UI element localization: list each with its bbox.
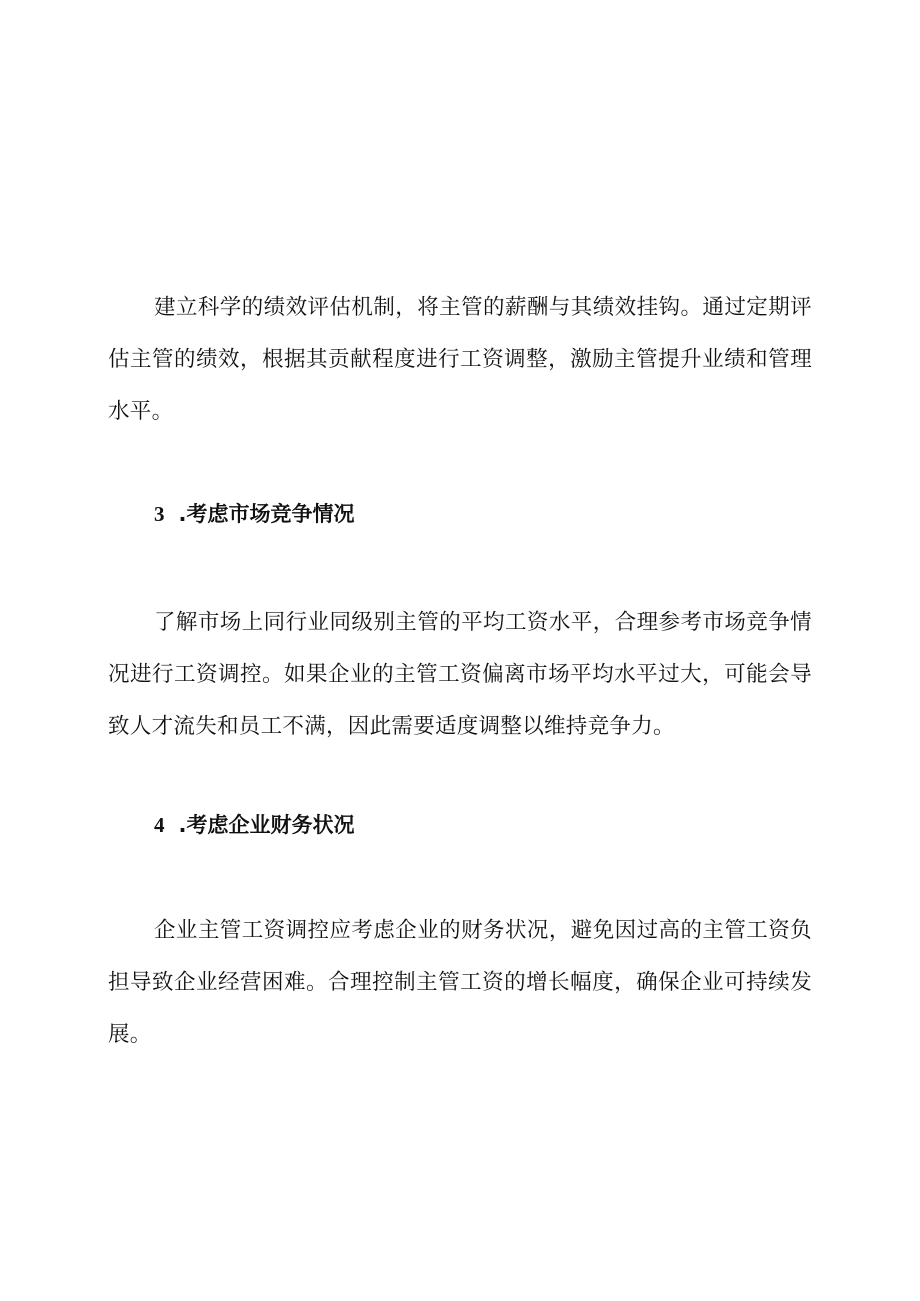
- paragraph-performance-evaluation: 建立科学的绩效评估机制，将主管的薪酬与其绩效挂钩。通过定期评估主管的绩效，根据其贡献程度进行工资调整，激励主管提升业绩和管理水平。: [108, 295, 812, 424]
- paragraph-financial-status: 企业主管工资调控应考虑企业的财务状况，避免因过高的主管工资负担导致企业经营困难。合理控制主管工资的增长幅度，确保企业可持续发展。: [108, 918, 812, 1047]
- paragraph-market-competition: 了解市场上同行业同级别主管的平均工资水平，合理参考市场竞争情况进行工资调控。如果企业的主管工资偏离市场平均水平过大，可能会导致人才流失和员工不满，因此需要适度调整以维持竞争力。: [108, 610, 812, 739]
- section-title: .考虑企业财务状况: [178, 813, 355, 837]
- section-heading-3: [154, 499, 354, 529]
- section-heading-4: [154, 810, 354, 840]
- section-number: 3: [154, 502, 165, 526]
- section-title: .考虑市场竞争情况: [178, 502, 355, 526]
- section-number: 4: [154, 813, 165, 837]
